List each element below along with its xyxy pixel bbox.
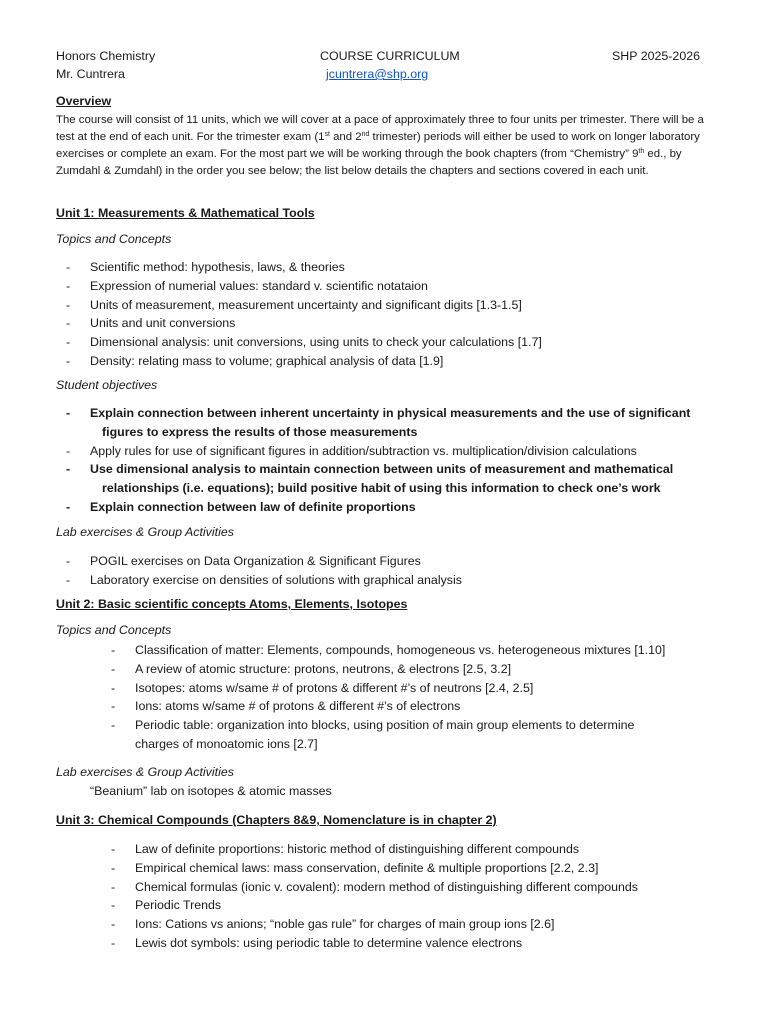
list-item: - Classification of matter: Elements, compounds, homogeneous vs. heterogeneous mixtures [1.10] <box>111 643 666 657</box>
list-item: - Periodic table: organization into blocks, using position of main group elements to determine <box>111 718 635 733</box>
list-item: - Dimensional analysis: unit conversions, using units to check your calculations [1.7] <box>66 335 542 350</box>
document-body <box>56 93 716 950</box>
document-header <box>56 47 706 83</box>
list-item-continuation: charges of monoatomic ions [2.7] <box>135 736 318 751</box>
list-item: - Ions: Cations vs anions; “noble gas rule” for charges of main group ions [2.6] <box>111 917 555 932</box>
list-item: - Law of definite proportions: historic method of distinguishing different compounds <box>111 842 580 856</box>
list-item: - Explain connection between inherent uncertainty in physical measurements and the use of significant <box>66 406 691 420</box>
list-item: - Empirical chemical laws: mass conservation, definite & multiple proportions [2.2, 2.3] <box>111 860 599 875</box>
overview-paragraph: The course will consist of 11 units, which we will cover at a pace of approximately three to four units per trimester. There will be a test at the end of each unit. For the trimester exam (1st and 2nd trimester) periods will either be used to work on longer laboratory exercises or complete an exam. For the most part we will be working through the book chapters (from “Chemistry” 9th ed., by Zumdahl & Zumdahl) in the order you see below; the list below details the chapters and sections covered in each unit. <box>56 114 704 177</box>
unit3-heading: Unit 3: Chemical Compounds (Chapters 8&9, Nomenclature is in chapter 2) <box>56 813 497 827</box>
list-item: - Units and unit conversions <box>66 316 236 331</box>
list-item: - Isotopes: atoms w/same # of protons & different #’s of neutrons [2.4, 2.5] <box>111 680 534 695</box>
unit2-lab-item: “Beanium” lab on isotopes & atomic masses <box>90 784 332 798</box>
list-item: - Chemical formulas (ionic v. covalent): modern method of distinguishing different compounds <box>111 879 638 894</box>
unit1-topics-heading: Topics and Concepts <box>56 232 172 246</box>
list-item: - Density: relating mass to volume; graphical analysis of data [1.9] <box>66 353 444 368</box>
teacher-name: Mr. Cuntrera <box>56 67 125 81</box>
school-year: SHP 2025-2026 <box>612 49 700 63</box>
list-item: - A review of atomic structure: protons, neutrons, & electrons [2.5, 3.2] <box>111 661 512 676</box>
list-item: - Units of measurement, measurement uncertainty and significant digits [1.3-1.5] <box>66 297 522 312</box>
list-item: - Expression of numerial values: standard v. scientific notataion <box>66 278 428 293</box>
unit2-heading: Unit 2: Basic scientific concepts Atoms, Elements, Isotopes <box>56 597 408 611</box>
unit1-labs-heading: Lab exercises & Group Activities <box>56 525 234 539</box>
list-item: - Scientific method: hypothesis, laws, & theories <box>66 260 345 274</box>
unit3-topics-list <box>111 840 638 953</box>
list-item: - Use dimensional analysis to maintain connection between units of measurement and mathematical <box>66 462 674 477</box>
unit1-labs-list <box>66 552 462 590</box>
unit2-topics-heading: Topics and Concepts <box>56 623 172 637</box>
list-item-continuation: figures to express the results of those measurements <box>102 424 418 439</box>
list-item: - Apply rules for use of significant figures in addition/subtraction vs. multiplication/division calculations <box>66 443 637 458</box>
list-item: - POGIL exercises on Data Organization & Significant Figures <box>66 554 421 568</box>
teacher-email-link[interactable]: jcuntrera@shp.org <box>326 67 429 81</box>
overview-heading: Overview <box>56 94 112 108</box>
list-item: - Explain connection between law of definite proportions <box>66 499 416 514</box>
list-item: - Periodic Trends <box>111 898 222 913</box>
document-title: COURSE CURRICULUM <box>320 49 460 63</box>
unit1-objectives-list <box>66 404 691 517</box>
unit2-topics-list <box>111 641 666 754</box>
list-item: - Lewis dot symbols: using periodic table to determine valence electrons <box>111 935 523 950</box>
list-item: - Ions: atoms w/same # of protons & different #’s of electrons <box>111 699 461 714</box>
course-name: Honors Chemistry <box>56 49 156 63</box>
unit1-heading: Unit 1: Measurements & Mathematical Tools <box>56 206 315 220</box>
unit1-objectives-heading: Student objectives <box>56 378 158 392</box>
unit1-topics-list <box>66 258 542 371</box>
unit2-labs-heading: Lab exercises & Group Activities <box>56 765 234 779</box>
list-item-continuation: relationships (i.e. equations); build positive habit of using this information to check one’s work <box>102 481 661 496</box>
list-item: - Laboratory exercise on densities of solutions with graphical analysis <box>66 572 462 587</box>
